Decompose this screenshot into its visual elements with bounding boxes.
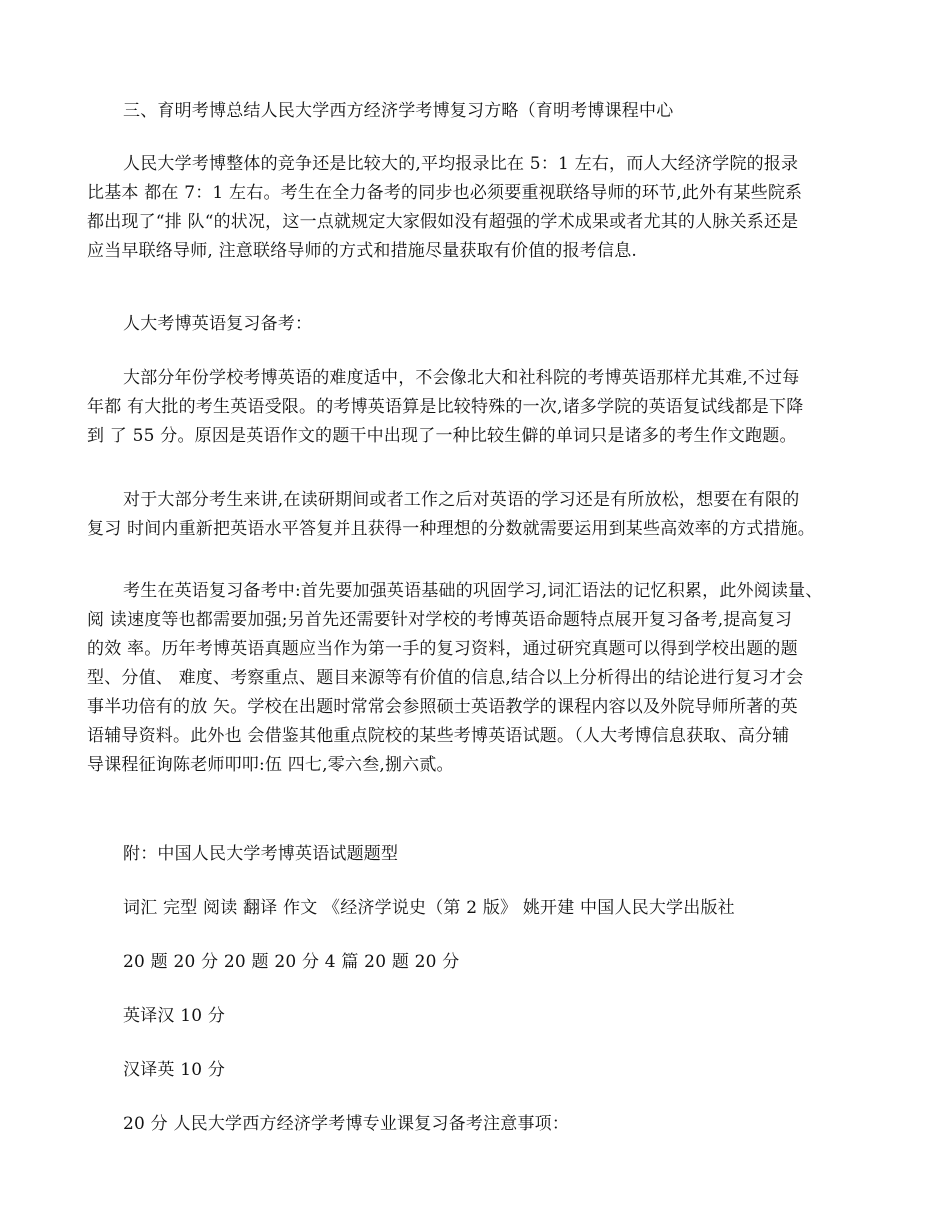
text-line: 的效 率。历年考博英语真题应当作为第一手的复习资料，通过研究真题可以得到学校出题的题 — [87, 639, 798, 659]
text-line: 大部分年份学校考博英语的难度适中，不会像北大和社科院的考博英语那样尤其难,不过每 — [123, 368, 800, 388]
paragraph-english-method-cont — [87, 606, 877, 780]
text-line: 人民大学考博整体的竞争还是比较大的,平均报录比在 5：1 左右，而人大经济学院的报录 — [123, 154, 799, 174]
text-line: 比基本 都在 7：1 左右。考生在全力备考的同步也必须要重视联络导师的环节,此外有某些院系 — [87, 183, 803, 203]
text-line: 型、分值、 难度、考察重点、题目来源等有价值的信息,结合以上分析得出的结论进行复习才会 — [87, 668, 804, 688]
text-line: 年都 有大批的考生英语受限。的考博英语算是比较特殊的一次,诸多学院的英语复试线都是下降 — [87, 397, 804, 417]
paragraph-english-difficulty-cont — [87, 393, 877, 451]
paragraph-competition-cont — [87, 179, 877, 266]
paragraph-english-study-cont — [87, 515, 877, 544]
specialty-notes-line: 20 分 人民大学西方经济学考博专业课复习备考注意事项： — [123, 1114, 570, 1134]
text-line: 语辅导资料。此外也 会借鉴其他重点院校的某些考博英语试题。（人大考博信息获取、高分辅 — [87, 726, 790, 746]
text-line: 都出现了“排 队“的状况，这一点就规定大家假如没有超强的学术成果或者尤其的人脉关系还是 — [87, 212, 799, 232]
text-line: 对于大部分考生来讲,在读研期间或者工作之后对英语的学习还是有所放松，想要在有限的 — [123, 490, 800, 510]
text-line: 事半功倍有的放 矢。学校在出题时常常会参照硕士英语教学的课程内容以及外院导师所著的英 — [87, 697, 798, 717]
exam-sections-line: 词汇 完型 阅读 翻译 作文 《经济学说史（第 2 版》 姚开建 中国人民大学出版社 — [123, 898, 735, 918]
translation-en-zh-line: 英译汉 10 分 — [123, 1006, 226, 1026]
text-line: 到 了 55 分。原因是英语作文的题干中出现了一种比较生僻的单词只是诸多的考生作文跑题。 — [87, 426, 797, 446]
paragraph-english-method — [123, 577, 913, 606]
text-line: 导课程征询陈老师叩叩:伍 四七,零六叁,捌六贰。 — [87, 755, 454, 775]
paragraph-english-difficulty — [123, 364, 913, 393]
text-line: 阅 读速度等也都需要加强;另首先还需要针对学校的考博英语命题特点展开复习备考,提高复习 — [87, 610, 793, 630]
paragraph-english-study — [123, 486, 913, 515]
text-line: 复习 时间内重新把英语水平答复并且获得一种理想的分数就需要运用到某些高效率的方式措施。 — [87, 519, 816, 539]
text-line: 应当早联络导师, 注意联络导师的方式和措施尽量获取有价值的报考信息. — [87, 241, 638, 261]
appendix-title: 附：中国人民大学考博英语试题题型 — [123, 844, 399, 864]
text-line: 考生在英语复习备考中:首先要加强英语基础的巩固学习,词汇语法的记忆积累，此外阅读量、 — [123, 581, 823, 601]
translation-zh-en-line: 汉译英 10 分 — [123, 1060, 226, 1080]
section-heading: 三、育明考博总结人民大学西方经济学考博复习方略（育明考博课程中心 — [123, 101, 674, 121]
paragraph-competition — [123, 150, 913, 179]
paragraph-english-prep-title: 人大考博英语复习备考： — [123, 314, 313, 334]
exam-scores-line: 20 题 20 分 20 题 20 分 4 篇 20 题 20 分 — [123, 952, 460, 972]
